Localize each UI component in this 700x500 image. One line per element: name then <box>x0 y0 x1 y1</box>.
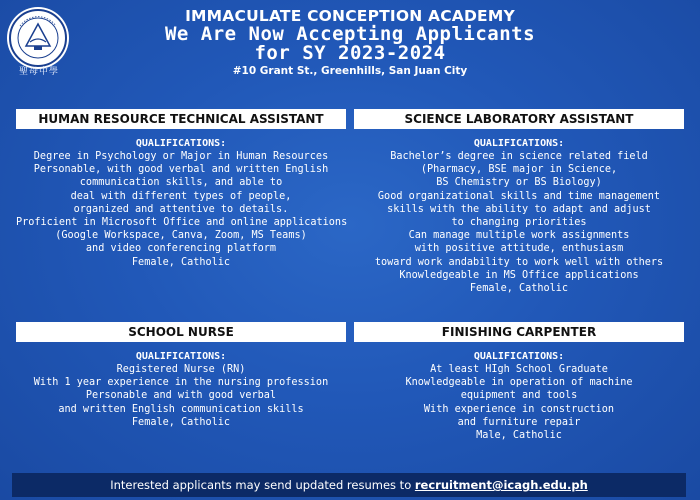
headline-line-2: for SY 2023-2024 <box>254 42 446 64</box>
qualification-item: and written English communication skills <box>58 403 304 415</box>
qualification-item: and furniture repair <box>457 416 581 428</box>
qualifications-heading: QUALIFICATIONS: <box>473 351 565 362</box>
school-name: IMMACULATE CONCEPTION ACADEMY <box>185 7 515 25</box>
footer-banner <box>12 473 686 497</box>
qualification-item: Female, Catholic <box>131 256 231 268</box>
position-title: SCIENCE LABORATORY ASSISTANT <box>354 109 684 129</box>
position-card-school-nurse <box>16 322 346 429</box>
qualification-item: equipment and tools <box>460 390 578 402</box>
recruitment-email-link[interactable]: recruitment@icagh.edu.ph <box>414 478 588 492</box>
qualifications-heading: QUALIFICATIONS: <box>135 138 227 149</box>
qualification-item: Female, Catholic <box>469 283 569 295</box>
position-title: SCHOOL NURSE <box>16 322 346 342</box>
qualifications-list <box>16 363 346 429</box>
footer-text: Interested applicants may send updated resumes to <box>110 478 415 492</box>
qualification-item: Bachelor’s degree in science related field <box>390 151 648 162</box>
qualification-item: BS Chemistry or BS Biology) <box>436 177 602 189</box>
qualification-item: Knowledgeable in MS Office applications <box>399 269 639 281</box>
position-card-finishing-carpenter <box>354 322 684 442</box>
qualification-item: toward work andability to work well with others <box>374 256 664 268</box>
qualifications-heading: QUALIFICATIONS: <box>473 138 565 149</box>
qualification-item: deal with different types of people, <box>70 190 292 202</box>
qualification-item: with positive attitude, enthusiasm <box>414 243 624 255</box>
position-title: HUMAN RESOURCE TECHNICAL ASSISTANT <box>16 109 346 129</box>
qualification-item: Registered Nurse (RN) <box>116 364 246 375</box>
qualification-item: skills with the ability to adapt and adjust <box>387 203 651 215</box>
position-title: FINISHING CARPENTER <box>354 322 684 342</box>
school-address: #10 Grant St., Greenhills, San Juan City <box>232 65 468 77</box>
qualification-item: Proficient in Microsoft Office and online applications <box>16 217 348 229</box>
qualifications-heading: QUALIFICATIONS: <box>135 351 227 362</box>
qualification-item: Male, Catholic <box>476 430 562 442</box>
headline-line-1: We Are Now Accepting Applicants <box>164 23 536 45</box>
qualification-item: Personable and with good verbal <box>85 390 277 402</box>
qualifications-list <box>354 363 684 442</box>
qualification-item: (Google Workspace, Canva, Zoom, MS Teams) <box>55 230 307 242</box>
position-card-hr-assistant <box>16 109 346 269</box>
qualification-item: Degree in Psychology or Major in Human Resources <box>33 151 329 162</box>
position-card-science-lab-assistant <box>354 109 684 295</box>
qualifications-list <box>16 150 346 269</box>
qualification-item: organized and attentive to details. <box>73 203 289 215</box>
qualification-item: At least HIgh School Graduate <box>430 364 608 375</box>
qualification-item: With 1 year experience in the nursing profession <box>33 377 329 389</box>
qualification-item: Can manage multiple work assignments <box>408 230 630 242</box>
header <box>0 8 700 78</box>
seal-caption: 聖母中學 <box>18 67 59 77</box>
qualifications-list <box>354 150 684 295</box>
qualification-item: and video conferencing platform <box>85 243 277 255</box>
qualification-item: Female, Catholic <box>131 416 231 428</box>
qualification-item: to changing priorities <box>451 217 587 229</box>
qualification-item: With experience in construction <box>423 403 615 415</box>
qualification-item: communication skills, and able to <box>79 177 283 189</box>
qualification-item: (Pharmacy, BSE major in Science, <box>420 164 618 176</box>
qualification-item: Personable, with good verbal and written English <box>33 164 329 176</box>
qualification-item: Good organizational skills and time management <box>377 190 661 202</box>
qualification-item: Knowledgeable in operation of machine <box>405 377 633 389</box>
